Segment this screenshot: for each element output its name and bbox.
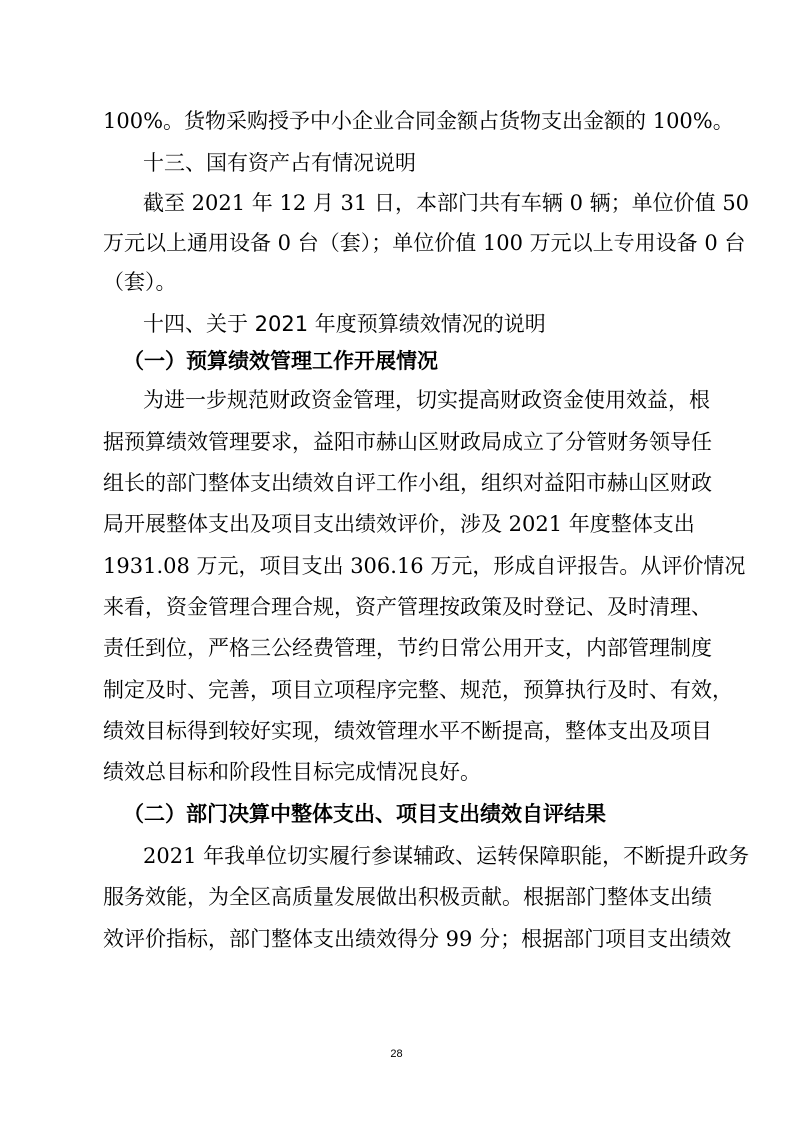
paragraph-line: 绩效总目标和阶段性目标完成情况良好。 <box>103 760 481 784</box>
paragraph-line: 绩效目标得到较好实现，绩效管理水平不断提高，整体支出及项目 <box>103 719 712 743</box>
paragraph-line: 制定及时、完善，项目立项程序完整、规范，预算执行及时、有效， <box>103 678 733 702</box>
subsection-heading-2: （二）部门决算中整体支出、项目支出绩效自评结果 <box>123 802 606 826</box>
page-number: 28 <box>390 1048 403 1060</box>
section-heading-14: 十四、关于 2021 年度预算绩效情况的说明 <box>143 312 546 336</box>
subsection-heading-1: （一）预算绩效管理工作开展情况 <box>123 349 438 373</box>
paragraph-line: 组长的部门整体支出绩效自评工作小组，组织对益阳市赫山区财政 <box>103 471 712 495</box>
paragraph-line: 为进一步规范财政资金管理，切实提高财政资金使用效益，根 <box>143 388 710 412</box>
paragraph-line: 万元以上通用设备 0 台（套）；单位价值 100 万元以上专用设备 0 台 <box>103 231 746 255</box>
paragraph-line: 1931.08 万元，项目支出 306.16 万元，形成自评报告。从评价情况 <box>103 554 746 578</box>
paragraph-line: 据预算绩效管理要求，益阳市赫山区财政局成立了分管财务领导任 <box>103 430 712 454</box>
paragraph-line: 来看，资金管理合理合规，资产管理按政策及时登记、及时清理、 <box>103 595 712 619</box>
paragraph-line: 2021 年我单位切实履行参谋辅政、运转保障职能，不断提升政务 <box>143 844 750 868</box>
paragraph-line: 服务效能，为全区高质量发展做出积极贡献。根据部门整体支出绩 <box>103 885 712 909</box>
paragraph-line: 责任到位，严格三公经费管理，节约日常公用开支，内部管理制度 <box>103 636 712 660</box>
paragraph-line: 100%。货物采购授予中小企业合同金额占货物支出金额的 100%。 <box>103 109 734 133</box>
paragraph-line: 效评价指标，部门整体支出绩效得分 99 分；根据部门项目支出绩效 <box>103 927 732 951</box>
paragraph-line: （套）。 <box>103 270 177 294</box>
paragraph-line: 截至 2021 年 12 月 31 日，本部门共有车辆 0 辆；单位价值 50 <box>143 191 750 215</box>
paragraph-line: 局开展整体支出及项目支出绩效评价，涉及 2021 年度整体支出 <box>103 512 695 536</box>
section-heading-13: 十三、国有资产占有情况说明 <box>143 151 416 175</box>
